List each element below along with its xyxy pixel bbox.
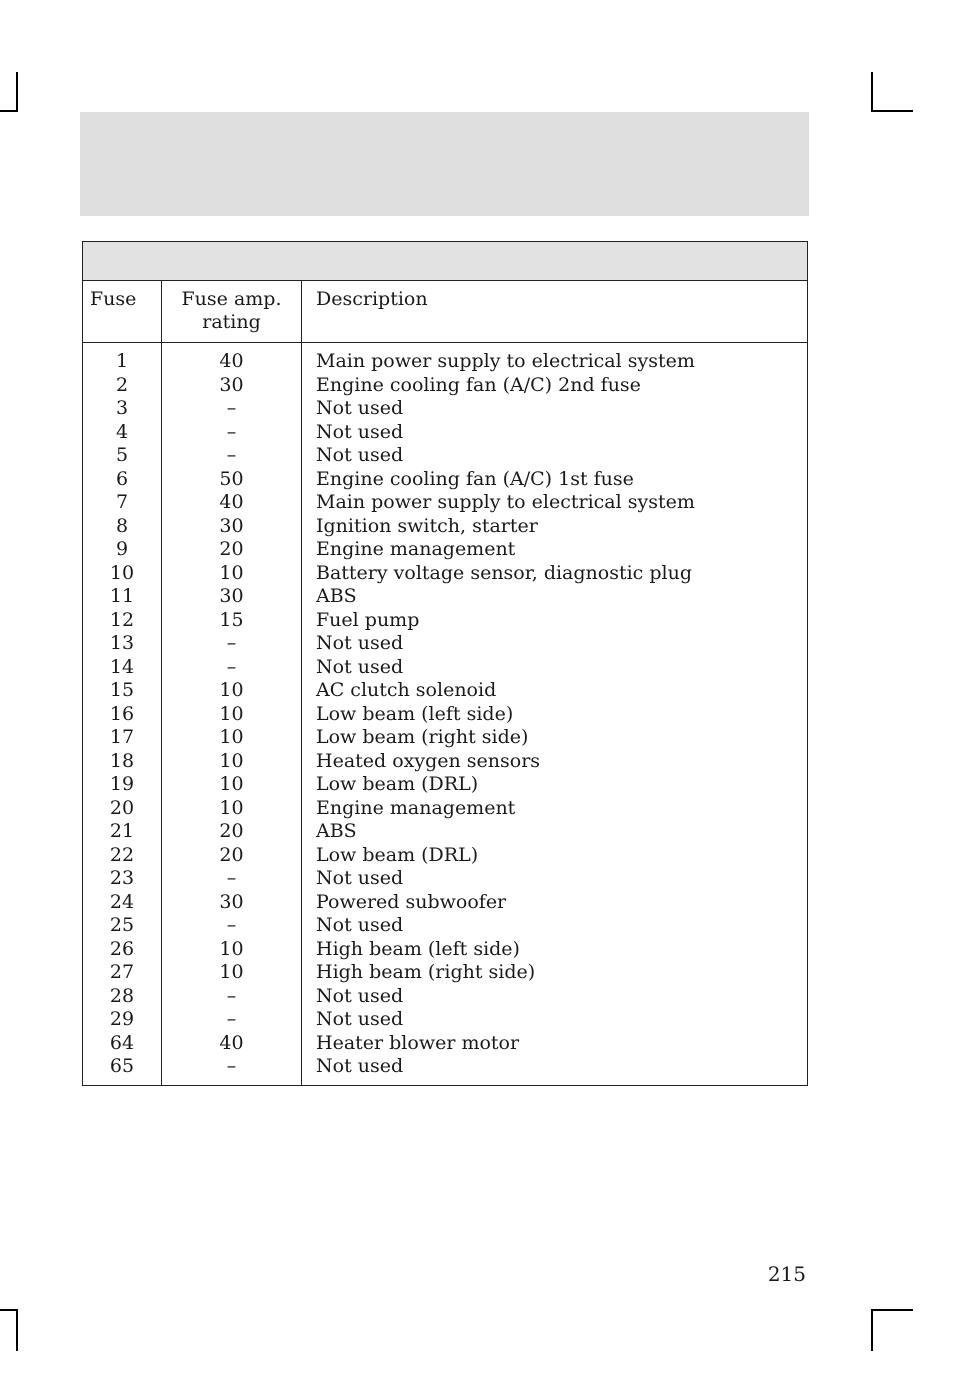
fuse-number: 4 xyxy=(115,420,129,443)
description-column xyxy=(316,350,796,1079)
fuse-description: Low beam (DRL) xyxy=(316,773,479,795)
fuse-description: Low beam (right side) xyxy=(316,726,529,748)
header-rating-line2: rating xyxy=(202,311,261,333)
fuse-description: High beam (right side) xyxy=(316,961,536,983)
fuse-rating: 10 xyxy=(219,773,244,795)
fuse-number: 14 xyxy=(109,655,135,678)
fuse-number: 18 xyxy=(109,749,135,772)
fuse-description: Not used xyxy=(316,867,404,889)
fuse-description: Not used xyxy=(316,984,404,1007)
fuse-number: 28 xyxy=(109,984,135,1007)
fuse-number: 8 xyxy=(115,514,129,537)
fuse-rating: 20 xyxy=(219,843,244,866)
fuse-number: 21 xyxy=(109,820,135,842)
fuse-description: Low beam (left side) xyxy=(316,702,514,725)
fuse-number: 24 xyxy=(109,890,135,913)
fuse-rating: 10 xyxy=(219,702,244,725)
fuse-description: Not used xyxy=(316,655,404,678)
rating-column xyxy=(162,350,301,1079)
fuse-description: Engine cooling fan (A/C) 2nd fuse xyxy=(316,373,641,396)
crop-mark-top-right xyxy=(871,72,873,112)
table-title-bar xyxy=(83,242,807,281)
fuse-number: 23 xyxy=(109,867,135,889)
fuse-description: Not used xyxy=(316,914,404,936)
fuse-number: 25 xyxy=(109,914,135,936)
fuse-rating: 10 xyxy=(219,679,244,701)
fuse-rating: – xyxy=(226,867,237,889)
crop-mark-bottom-right xyxy=(871,1309,873,1351)
fuse-description: Engine management xyxy=(316,796,516,819)
fuse-number: 10 xyxy=(109,561,135,584)
fuse-description: Heated oxygen sensors xyxy=(316,749,541,772)
fuse-rating: 10 xyxy=(219,961,244,983)
fuse-rating: 10 xyxy=(219,726,244,748)
fuse-number: 3 xyxy=(115,397,129,419)
fuse-number: 1 xyxy=(115,350,129,372)
fuse-rating: – xyxy=(226,1055,237,1077)
header-band xyxy=(80,112,809,216)
fuse-description: Battery voltage sensor, diagnostic plug xyxy=(316,561,693,584)
fuse-description: AC clutch solenoid xyxy=(316,679,497,701)
fuse-description: Not used xyxy=(316,444,404,466)
fuse-rating: – xyxy=(226,655,237,678)
header-fuse: Fuse xyxy=(90,288,137,310)
fuse-rating: 20 xyxy=(219,538,244,560)
fuse-description: Low beam (DRL) xyxy=(316,843,479,866)
fuse-rating: 40 xyxy=(219,491,244,513)
fuse-rating: – xyxy=(226,397,237,419)
fuse-rating: 40 xyxy=(219,350,244,372)
fuse-description: Engine management xyxy=(316,538,516,560)
fuse-rating: 10 xyxy=(219,561,244,584)
header-rating-line1: Fuse amp. xyxy=(181,288,282,310)
fuse-rating: 40 xyxy=(219,1031,244,1054)
crop-mark-top-left xyxy=(16,72,18,112)
fuse-table xyxy=(82,241,808,1086)
fuse-description: Not used xyxy=(316,632,404,654)
fuse-rating: 10 xyxy=(219,749,244,772)
fuse-rating: 10 xyxy=(219,796,244,819)
crop-mark-top-right xyxy=(871,110,913,112)
fuse-rating: 10 xyxy=(219,937,244,960)
fuse-number: 13 xyxy=(109,632,135,654)
fuse-description: High beam (left side) xyxy=(316,937,520,960)
fuse-rating: 30 xyxy=(219,585,244,607)
fuse-number: 2 xyxy=(115,373,129,396)
crop-mark-bottom-right xyxy=(871,1309,913,1311)
fuse-rating: 30 xyxy=(219,890,244,913)
fuse-description: Ignition switch, starter xyxy=(316,514,538,537)
fuse-number: 27 xyxy=(109,961,135,983)
fuse-description: Main power supply to electrical system xyxy=(316,491,695,513)
fuse-number: 15 xyxy=(109,679,135,701)
fuse-description: Heater blower motor xyxy=(316,1031,520,1054)
header-rating xyxy=(162,288,301,334)
fuse-rating: 50 xyxy=(219,467,244,490)
fuse-number: 11 xyxy=(109,585,135,607)
fuse-rating: – xyxy=(226,1008,237,1030)
fuse-number: 20 xyxy=(109,796,135,819)
header-divider xyxy=(83,342,807,343)
fuse-number: 16 xyxy=(109,702,135,725)
fuse-description: Powered subwoofer xyxy=(316,890,507,913)
crop-mark-bottom-left xyxy=(16,1309,18,1351)
header-description: Description xyxy=(316,288,428,310)
fuse-number: 29 xyxy=(109,1008,135,1030)
fuse-description: Not used xyxy=(316,1008,404,1030)
fuse-rating: – xyxy=(226,420,237,443)
fuse-number: 26 xyxy=(109,937,135,960)
fuse-description: Not used xyxy=(316,1055,404,1077)
fuse-number: 65 xyxy=(109,1055,135,1077)
fuse-description: Main power supply to electrical system xyxy=(316,350,695,372)
crop-mark-top-left xyxy=(0,110,18,112)
fuse-rating: – xyxy=(226,632,237,654)
fuse-rating: 15 xyxy=(219,608,244,631)
fuse-number: 9 xyxy=(115,538,129,560)
fuse-rating: 20 xyxy=(219,820,244,842)
fuse-number: 6 xyxy=(115,467,129,490)
fuse-rating: 30 xyxy=(219,373,244,396)
fuse-description: Not used xyxy=(316,397,404,419)
fuse-description: Fuel pump xyxy=(316,608,420,631)
fuse-description: Not used xyxy=(316,420,404,443)
fuse-number: 64 xyxy=(109,1031,135,1054)
fuse-number: 17 xyxy=(109,726,135,748)
fuse-number: 5 xyxy=(115,444,129,466)
fuse-rating: 30 xyxy=(219,514,244,537)
fuse-column xyxy=(83,350,161,1079)
fuse-number: 22 xyxy=(109,843,135,866)
fuse-number: 19 xyxy=(109,773,135,795)
fuse-rating: – xyxy=(226,984,237,1007)
fuse-rating: – xyxy=(226,914,237,936)
fuse-rating: – xyxy=(226,444,237,466)
fuse-description: ABS xyxy=(316,820,357,842)
fuse-description: ABS xyxy=(316,585,357,607)
fuse-description: Engine cooling fan (A/C) 1st fuse xyxy=(316,467,634,490)
column-divider xyxy=(301,280,302,1085)
fuse-number: 12 xyxy=(109,608,135,631)
page-number: 215 xyxy=(767,1262,806,1286)
fuse-number: 7 xyxy=(115,491,129,513)
